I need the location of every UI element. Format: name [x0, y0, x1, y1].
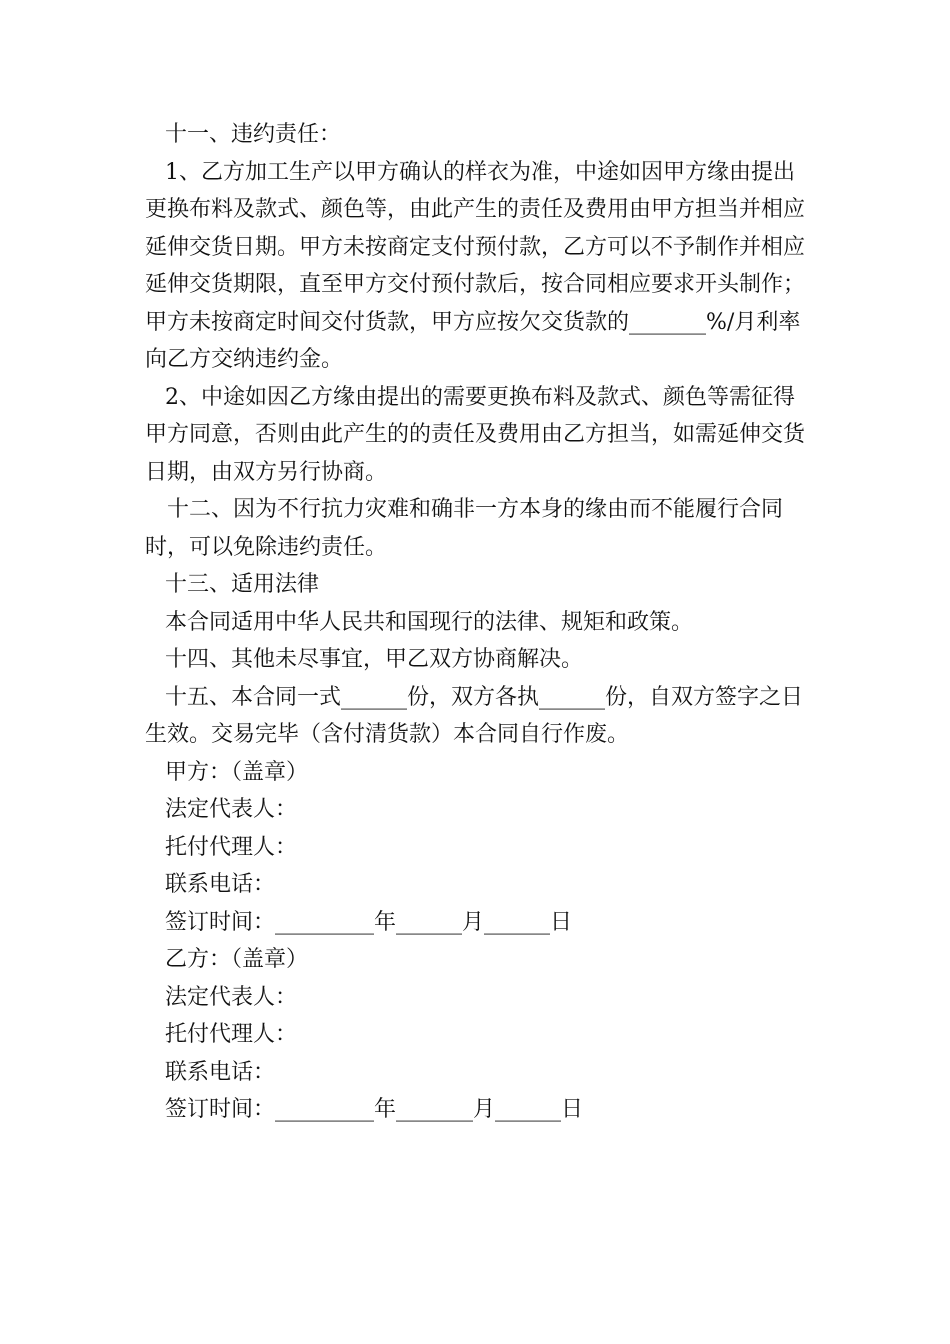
document-body — [145, 116, 810, 1129]
clause-11-2: 2、中途如因乙方缘由提出的需要更换布料及款式、颜色等需征得甲方同意，否则由此产生的的责任及费用由乙方担当，如需延伸交货日期，由双方另行协商。 — [145, 384, 806, 485]
section-14: 十四、其他未尽事宜，甲乙双方协商解决。 — [165, 647, 584, 672]
party-b-block — [145, 941, 810, 1129]
party-a-sign-date: 签订时间：_________年______月______日 — [165, 909, 573, 935]
party-b-legal-rep: 法定代表人： — [165, 984, 298, 1010]
party-a-agent: 托付代理人： — [165, 834, 298, 860]
party-a-phone: 联系电话： — [165, 872, 276, 897]
section-13-body: 本合同适用中华人民共和国现行的法律、规矩和政策。 — [165, 609, 694, 635]
party-b-phone: 联系电话： — [165, 1059, 276, 1085]
party-b-title: 乙方：（盖章） — [165, 947, 309, 972]
party-a-block — [145, 754, 810, 942]
section-12: 十二、因为不行抗力灾难和确非一方本身的缘由而不能履行合同时，可以免除违约责任。 — [145, 497, 784, 560]
party-b-agent: 托付代理人： — [165, 1022, 298, 1047]
party-b-sign-date: 签订时间：_________年_______月______日 — [165, 1097, 584, 1122]
section-11-heading: 十一、违约责任： — [165, 122, 342, 147]
party-a-title: 甲方：（盖章） — [165, 759, 309, 785]
section-13-heading: 十三、适用法律 — [165, 572, 320, 597]
section-15: 十五、本合同一式______份，双方各执______份，自双方签字之日生效。交易完毕（含付清货款）本合同自行作废。 — [145, 684, 804, 747]
clause-11-1: 1、乙方加工生产以甲方确认的样衣为准，中途如因甲方缘由提出更换布料及款式、颜色等，由此产生的责任及费用由甲方担当并相应延伸交货日期。甲方未按商定支付预付款，乙方可以不予制作并相应延伸交货期限，直至甲方交付预付款后，按合同相应要求开头制作；甲方未按商定时间交付货款，甲方应按欠交货款的_______%/月利率向乙方交纳违约金。 — [145, 159, 806, 372]
party-a-legal-rep: 法定代表人： — [165, 797, 298, 822]
